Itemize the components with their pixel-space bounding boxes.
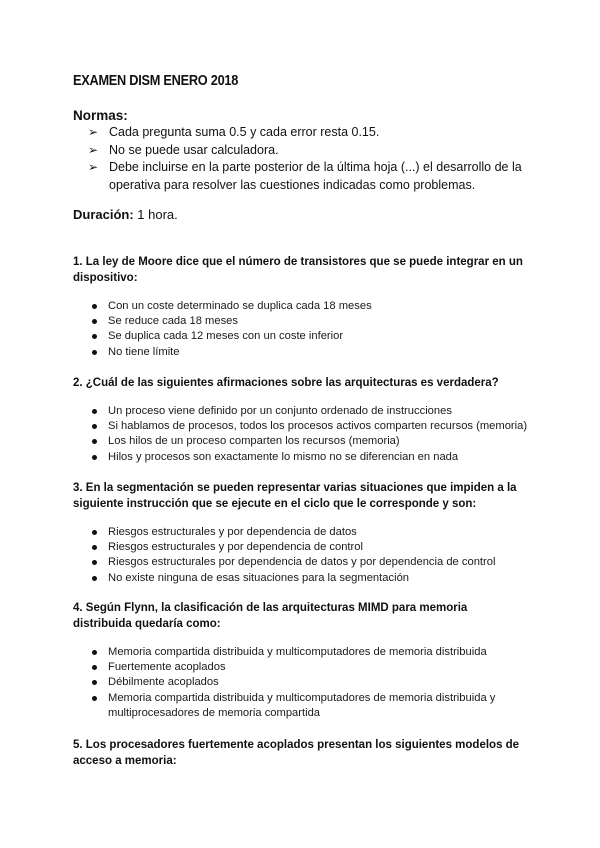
option-item: No tiene límite xyxy=(92,345,532,360)
option-item: Fuertemente acoplados xyxy=(92,660,532,675)
option-item: Riesgos estructurales y por dependencia de datos xyxy=(92,525,532,540)
norm-item xyxy=(88,159,528,194)
question-4-text: 4. Según Flynn, la clasificación de las arquitecturas MIMD para memoria distribuida quedaría como: xyxy=(73,602,468,630)
bullet-dot-icon xyxy=(92,545,97,550)
norms-list xyxy=(88,124,528,194)
question-2-text: 2. ¿Cuál de las siguientes afirmaciones sobre las arquitecturas es verdadera? xyxy=(73,377,499,389)
bullet-dot-icon xyxy=(92,696,97,701)
norm-item xyxy=(88,142,528,160)
bullet-dot-icon xyxy=(92,319,97,324)
option-item: Se reduce cada 18 meses xyxy=(92,314,532,329)
question-1-options xyxy=(92,299,532,360)
norm-text: Cada pregunta suma 0.5 y cada error resta 0.15. xyxy=(109,125,380,139)
bullet-dot-icon xyxy=(92,530,97,535)
bullet-dot-icon xyxy=(92,650,97,655)
question-3-options xyxy=(92,525,532,586)
bullet-dot-icon xyxy=(92,680,97,685)
arrow-bullet-icon: ➢ xyxy=(88,142,99,157)
option-item: Hilos y procesos son exactamente lo mismo no se diferencian en nada xyxy=(92,450,532,465)
option-item: Un proceso viene definido por un conjunto ordenado de instrucciones xyxy=(92,404,532,419)
norm-text: No se puede usar calculadora. xyxy=(109,142,279,157)
option-item: Débilmente acoplados xyxy=(92,675,532,690)
bullet-dot-icon xyxy=(92,350,97,355)
option-item: Memoria compartida distribuida y multicomputadores de memoria distribuida xyxy=(92,645,532,660)
arrow-bullet-icon: ➢ xyxy=(88,160,99,174)
norm-item xyxy=(88,124,528,142)
bullet-dot-icon xyxy=(92,334,97,339)
bullet-dot-icon xyxy=(92,455,97,460)
question-1-text: 1. La ley de Moore dice que el número de transistores que se puede integrar en un dispositivo: xyxy=(73,256,523,284)
bullet-dot-icon xyxy=(92,304,97,309)
question-5-text: 5. Los procesadores fuertemente acoplados presentan los siguientes modelos de acceso a memoria: xyxy=(73,739,520,767)
bullet-dot-icon xyxy=(92,665,97,670)
bullet-dot-icon xyxy=(92,576,97,581)
option-item: Se duplica cada 12 meses con un coste inferior xyxy=(92,329,532,344)
duration-value: 1 hora. xyxy=(137,207,178,222)
option-item: Con un coste determinado se duplica cada 18 meses xyxy=(92,299,532,314)
question-2-options xyxy=(92,404,532,465)
question-4-options xyxy=(92,645,532,721)
option-item: Riesgos estructurales y por dependencia de control xyxy=(92,540,532,555)
option-item: Riesgos estructurales por dependencia de datos y por dependencia de control xyxy=(92,555,532,570)
option-item: Memoria compartida distribuida y multicomputadores de memoria distribuida y multiprocesadores de memoria compartida xyxy=(92,691,532,721)
norm-text: Debe incluirse en la parte posterior de la última hoja (...) el desarrollo de la operativa para resolver las cuestiones indicadas como problemas. xyxy=(109,160,522,192)
bullet-dot-icon xyxy=(92,424,97,429)
exam-title: EXAMEN DISM ENERO 2018 xyxy=(73,73,239,89)
bullet-dot-icon xyxy=(92,560,97,565)
option-item: No existe ninguna de esas situaciones para la segmentación xyxy=(92,571,532,586)
norms-heading: Normas: xyxy=(73,108,128,123)
bullet-dot-icon xyxy=(92,409,97,414)
bullet-dot-icon xyxy=(92,439,97,444)
duration-label: Duración: xyxy=(73,207,134,222)
arrow-bullet-icon: ➢ xyxy=(88,125,99,139)
duration-line xyxy=(73,207,178,222)
question-3-text: 3. En la segmentación se pueden representar varias situaciones que impiden a la siguiente instrucción que se ejecute en el ciclo que le corresponde y son: xyxy=(73,482,517,510)
option-item: Los hilos de un proceso comparten los recursos (memoria) xyxy=(92,434,532,449)
option-item: Si hablamos de procesos, todos los procesos activos comparten recursos (memoria) xyxy=(92,419,532,434)
